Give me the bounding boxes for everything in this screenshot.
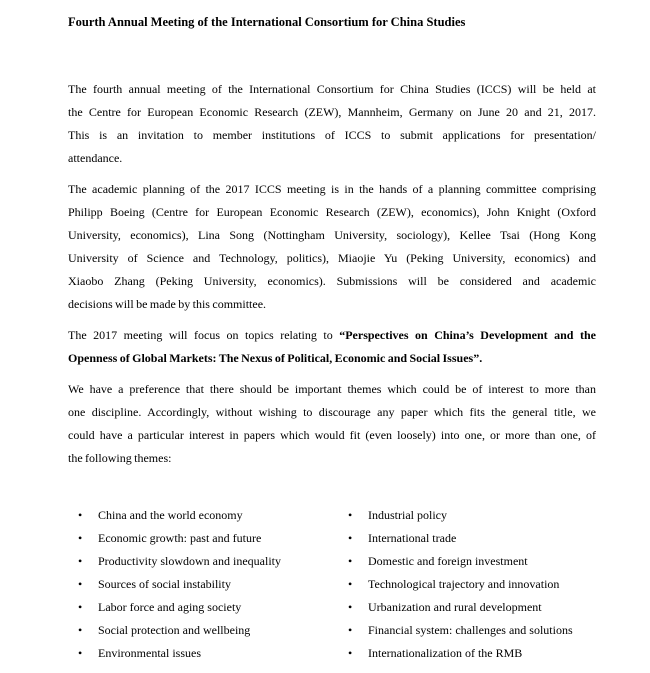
list-item (338, 573, 596, 596)
list-item (68, 573, 338, 596)
text-line: the following themes: (68, 451, 172, 465)
theme-label: Domestic and foreign investment (368, 554, 528, 568)
list-item (68, 596, 338, 619)
bullet-icon: • (78, 554, 83, 568)
text-line: The fourth annual meeting of the International Consortium for China Studies (ICCS) will be held at (68, 82, 596, 96)
theme-label: Environmental issues (98, 646, 201, 660)
bullet-icon: • (78, 623, 83, 637)
text-segment-bold: “Perspectives on China’s Development and the (339, 328, 596, 342)
text-line: could have a particular interest in papers which would fit (even loosely) into one, or more than one, of (68, 428, 596, 442)
list-item (338, 619, 596, 642)
text-line: Xiaobo Zhang (Peking University, economics). Submissions will be considered and academic (68, 274, 596, 288)
bullet-icon: • (78, 577, 83, 591)
theme-label: Financial system: challenges and solutions (368, 623, 573, 637)
theme-list-left (68, 504, 338, 665)
paragraph-themes-intro (68, 378, 596, 470)
text-line: attendance. (68, 151, 123, 165)
theme-label: Social protection and wellbeing (98, 623, 251, 637)
bullet-icon: • (348, 508, 353, 522)
bullet-icon: • (78, 508, 83, 522)
text-line: University, economics), Lina Song (Nottingham University, sociology), Kellee Tsai (Hong Kong (68, 228, 596, 242)
bullet-icon: • (348, 600, 353, 614)
text-line: The academic planning of the 2017 ICCS meeting is in the hands of a planning committee comprising (68, 182, 596, 196)
theme-label: China and the world economy (98, 508, 243, 522)
text-line: University of Science and Technology, politics), Miaojie Yu (Peking University, economics) and (68, 251, 596, 265)
list-item (338, 527, 596, 550)
list-item (338, 550, 596, 573)
text-line: This is an invitation to member institutions of ICCS to submit applications for presentation/ (68, 128, 596, 142)
bullet-icon: • (348, 554, 353, 568)
bullet-icon: • (78, 600, 83, 614)
text-line: We have a preference that there should be important themes which could be of interest to more than (68, 382, 596, 396)
bullet-icon: • (348, 531, 353, 545)
text-segment: The 2017 meeting will focus on topics relating to (68, 328, 340, 342)
text-line: decisions will be made by this committee. (68, 297, 267, 311)
list-item (338, 596, 596, 619)
theme-label: Internationalization of the RMB (368, 646, 523, 660)
paragraph-intro (68, 78, 596, 170)
theme-list-right (338, 504, 596, 665)
list-item (68, 504, 338, 527)
list-item (68, 550, 338, 573)
paragraph-focus-topic (68, 324, 596, 370)
bullet-icon: • (348, 646, 353, 660)
theme-label: Productivity slowdown and inequality (98, 554, 281, 568)
text-line (68, 324, 596, 347)
text-line: Philipp Boeing (Centre for European Economic Research (ZEW), economics), John Knight (Oxford (68, 205, 596, 219)
bullet-icon: • (348, 623, 353, 637)
text-line: one discipline. Accordingly, without wishing to discourage any paper which fits the general title, we (68, 405, 596, 419)
list-item (338, 642, 596, 665)
bullet-icon: • (78, 646, 83, 660)
text-line: the Centre for European Economic Research (ZEW), Mannheim, Germany on June 20 and 21, 2017. (68, 105, 596, 119)
themes-section (68, 504, 596, 665)
theme-label: Industrial policy (368, 508, 447, 522)
theme-label: Economic growth: past and future (98, 531, 262, 545)
theme-label: Technological trajectory and innovation (368, 577, 560, 591)
document-title: Fourth Annual Meeting of the International Consortium for China Studies (68, 15, 466, 29)
bullet-icon: • (78, 531, 83, 545)
theme-label: Labor force and aging society (98, 600, 242, 614)
list-item (68, 527, 338, 550)
list-item (338, 504, 596, 527)
theme-label: Urbanization and rural development (368, 600, 542, 614)
list-item (68, 642, 338, 665)
paragraph-committee (68, 178, 596, 316)
theme-label: Sources of social instability (98, 577, 231, 591)
list-item (68, 619, 338, 642)
text-line: Openness of Global Markets: The Nexus of Political, Economic and Social Issues”. (68, 351, 483, 365)
bullet-icon: • (348, 577, 353, 591)
theme-label: International trade (368, 531, 457, 545)
